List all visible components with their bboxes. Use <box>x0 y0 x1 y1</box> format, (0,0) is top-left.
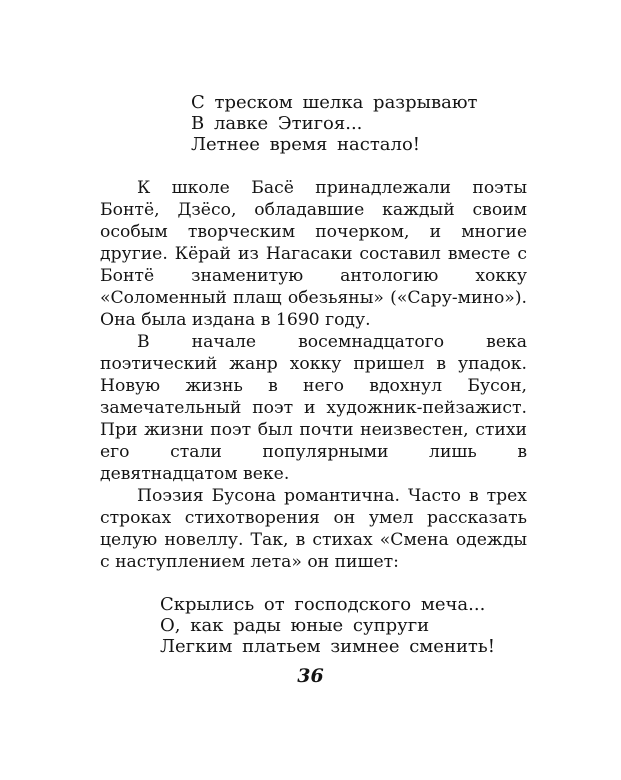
paragraph: К школе Басё принадлежали поэты Бонтё, Дзёсо, обладавшие каждый своим особым творческим почерком, и многие другие. Кёрай из Нагасаки составил вместе с Бонтё знаменитую антологию хокку «Соломенный плащ обезьяны» («Сару-мино»). Она была издана в 1690 году. <box>100 178 527 330</box>
closing-haiku <box>160 594 495 657</box>
haiku-line: Легким платьем зимнее сменить! <box>160 636 495 657</box>
opening-haiku <box>191 92 477 155</box>
haiku-line: Летнее время настало! <box>191 134 421 155</box>
page-number: 36 <box>297 665 324 687</box>
prose-body <box>100 177 527 573</box>
haiku-line: В лавке Этигоя... <box>191 113 363 134</box>
haiku-line: О, как рады юные супруги <box>160 615 430 636</box>
paragraph: Поэзия Бусона романтична. Часто в трех строках стихотворения он умел рассказать целую новеллу. Так, в стихах «Смена одежды с наступлением лета» он пишет: <box>100 486 527 572</box>
haiku-line: Скрылись от господского меча... <box>160 594 486 615</box>
paragraph: В начале восемнадцатого века поэтический жанр хокку пришел в упадок. Новую жизнь в него вдохнул Бусон, замечательный поэт и художник-пейзажист. При жизни поэт был почти неизвестен, стихи его стали популярными лишь в девятнадцатом веке. <box>100 332 527 484</box>
haiku-line: С треском шелка разрывают <box>191 92 478 113</box>
